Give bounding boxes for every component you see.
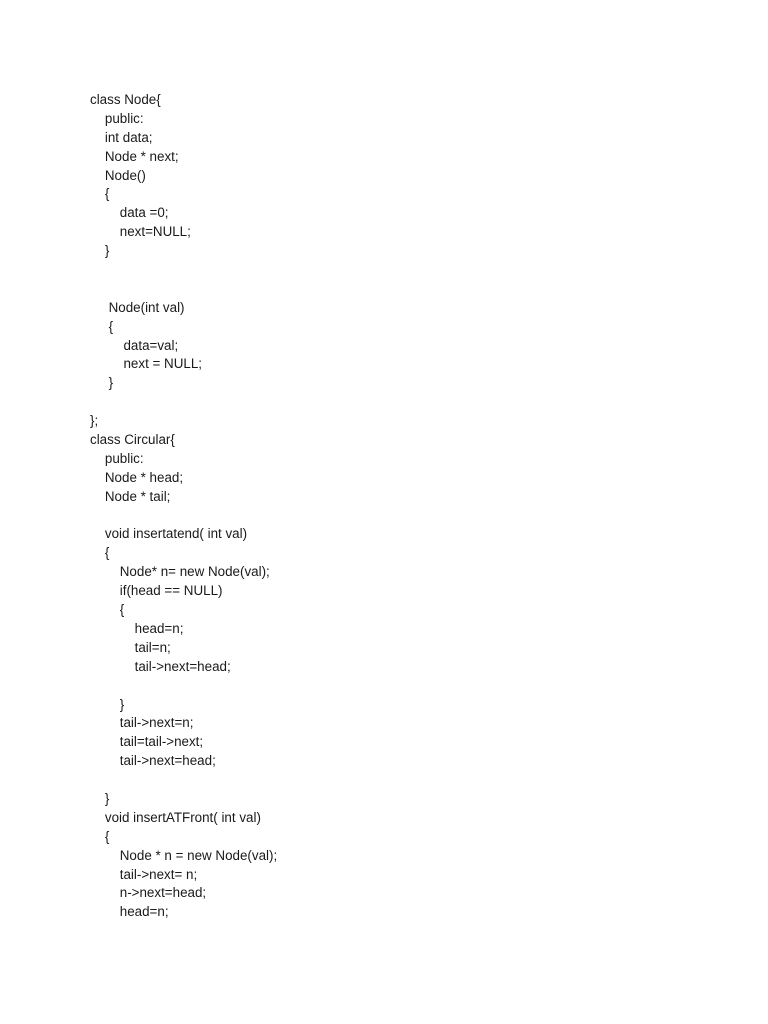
- code-line: class Node{: [90, 92, 161, 107]
- code-line: Node(): [90, 167, 146, 183]
- code-line: [90, 261, 277, 280]
- code-line: Node(int val): [90, 299, 185, 315]
- code-line: next = NULL;: [90, 356, 203, 372]
- code-line: Node* n= new Node(val);: [90, 564, 270, 580]
- code-line: }: [90, 696, 125, 712]
- code-line: [90, 280, 277, 299]
- code-line: Node * n = new Node(val);: [90, 847, 278, 863]
- code-line: void insertATFront( int val): [90, 809, 261, 825]
- code-line: Node * tail;: [90, 488, 171, 504]
- code-line: tail->next=n;: [90, 715, 194, 731]
- code-line: data=val;: [90, 337, 179, 353]
- code-line: }: [90, 790, 110, 806]
- code-line: [90, 771, 277, 790]
- code-line: head=n;: [90, 904, 169, 920]
- code-line: tail->next=head;: [90, 753, 216, 769]
- code-line: if(head == NULL): [90, 583, 223, 599]
- code-line: {: [90, 186, 110, 202]
- code-line: Node * head;: [90, 469, 184, 485]
- code-line: }: [90, 243, 110, 259]
- code-line: tail->next= n;: [90, 866, 198, 882]
- code-line: {: [90, 545, 110, 561]
- code-line: class Circular{: [90, 432, 175, 448]
- code-line: head=n;: [90, 620, 184, 636]
- code-line: tail=n;: [90, 639, 171, 655]
- code-line: tail=tail->next;: [90, 734, 204, 750]
- code-line: data =0;: [90, 205, 169, 221]
- code-line: [90, 507, 277, 526]
- code-line: [90, 677, 277, 696]
- code-line: int data;: [90, 129, 153, 145]
- code-line: next=NULL;: [90, 224, 191, 240]
- code-line: {: [90, 602, 125, 618]
- code-line: };: [90, 413, 99, 429]
- code-line: tail->next=head;: [90, 658, 231, 674]
- code-line: n->next=head;: [90, 885, 207, 901]
- code-listing: [90, 91, 277, 922]
- code-line: public:: [90, 110, 144, 126]
- code-line: public:: [90, 450, 144, 466]
- code-line: void insertatend( int val): [90, 526, 248, 542]
- code-line: }: [90, 375, 114, 391]
- code-line: [90, 393, 277, 412]
- code-line: Node * next;: [90, 148, 179, 164]
- code-line: {: [90, 318, 114, 334]
- code-line: {: [90, 828, 110, 844]
